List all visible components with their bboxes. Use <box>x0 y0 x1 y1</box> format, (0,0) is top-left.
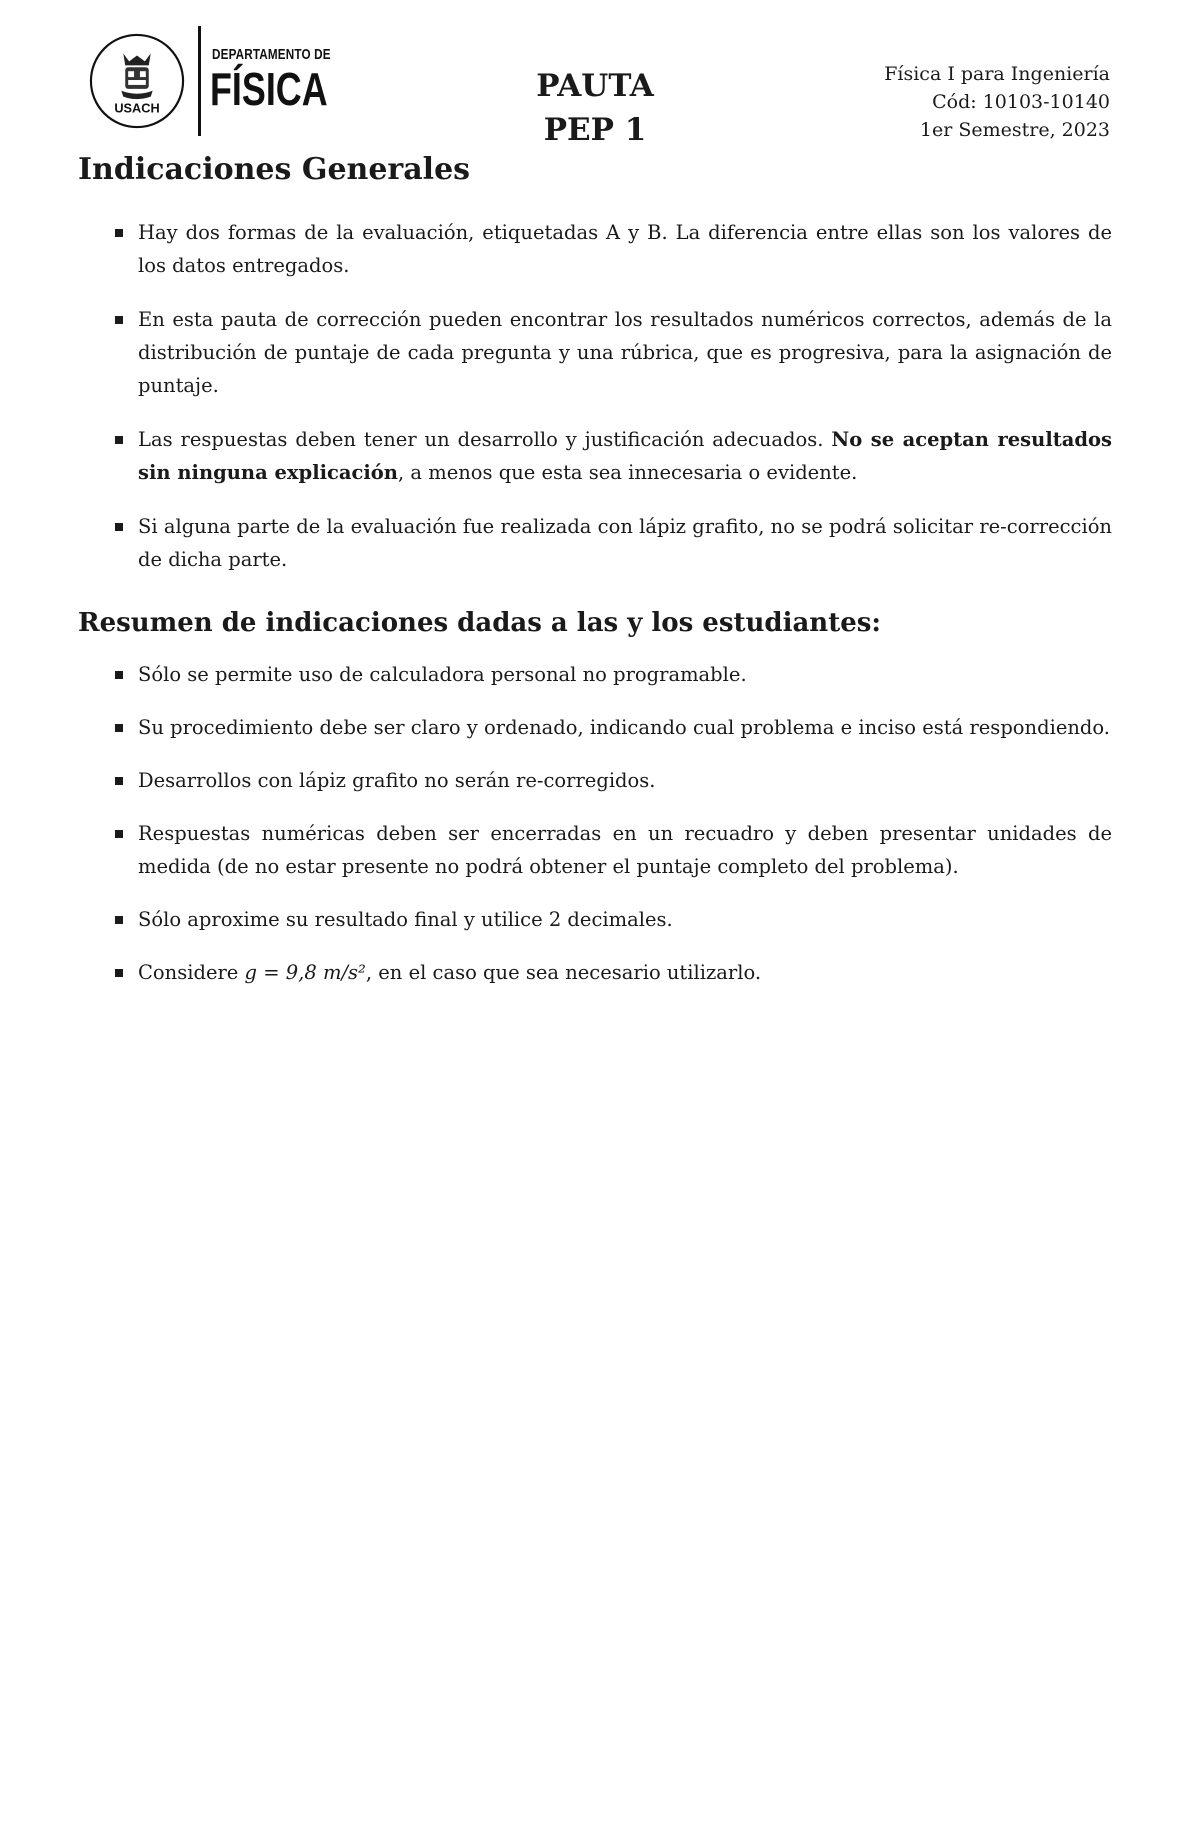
course-info <box>884 60 1110 144</box>
bullet-icon <box>115 229 123 237</box>
list-item-text: Si alguna parte de la evaluación fue realizada con lápiz grafito, no se podrá solicitar re-corrección de dicha parte. <box>138 515 1112 571</box>
list-item-text: Desarrollos con lápiz grafito no serán re-corregidos. <box>138 769 656 792</box>
list-item-text-before: Las respuestas deben tener un desarrollo y justificación adecuados. <box>138 428 832 451</box>
list-item <box>78 658 1112 691</box>
general-list <box>78 216 1112 597</box>
bullet-icon <box>115 830 123 838</box>
bullet-icon <box>115 724 123 732</box>
gravity-formula: g = 9,8 m/s² <box>244 961 366 984</box>
course-name: Física I para Ingeniería <box>884 63 1110 85</box>
resumen-list <box>78 658 1112 1009</box>
section-heading-general: Indicaciones Generales <box>78 152 471 187</box>
list-item <box>78 423 1112 489</box>
bullet-icon <box>115 523 123 531</box>
bullet-icon <box>115 916 123 924</box>
list-item-text: Su procedimiento debe ser claro y ordenado, indicando cual problema e inciso está respondiendo. <box>138 716 1110 739</box>
section-heading-resumen: Resumen de indicaciones dadas a las y los estudiantes: <box>78 608 881 638</box>
bullet-icon <box>115 777 123 785</box>
course-semester: 1er Semestre, 2023 <box>919 119 1110 141</box>
list-item-text-before: Considere <box>138 961 245 984</box>
list-item-text: En esta pauta de corrección pueden encontrar los resultados numéricos correctos, además de la distribución de puntaje de cada pregunta y una rúbrica, que es progresiva, para la asignación de puntaje. <box>138 308 1112 397</box>
department-name: FÍSICA <box>210 63 328 115</box>
document-title <box>480 64 710 152</box>
list-item <box>78 956 1112 989</box>
list-item <box>78 903 1112 936</box>
seal-text: USACH <box>114 100 160 116</box>
list-item <box>78 303 1112 402</box>
list-item-emphasis: No se aceptan resultados sin ninguna explicación <box>138 428 1112 484</box>
list-item-text-after: , a menos que esta sea innecesaria o evidente. <box>397 461 858 484</box>
title-line-1: PAUTA <box>536 68 654 104</box>
list-item-text-after: , en el caso que sea necesario utilizarlo. <box>365 961 762 984</box>
list-item <box>78 764 1112 797</box>
department-logo <box>88 26 331 136</box>
list-item <box>78 817 1112 883</box>
list-item-text: Respuestas numéricas deben ser encerradas en un recuadro y deben presentar unidades de medida (de no estar presente no podrá obtener el puntaje completo del problema). <box>138 822 1112 878</box>
bullet-icon <box>115 436 123 444</box>
bullet-icon <box>115 316 123 324</box>
department-line: DEPARTAMENTO DE <box>212 46 331 63</box>
bullet-icon <box>115 969 123 977</box>
usach-seal-icon <box>88 32 186 130</box>
list-item <box>78 510 1112 576</box>
list-item-text: Sólo aproxime su resultado final y utilice 2 decimales. <box>138 908 673 931</box>
list-item-text: Sólo se permite uso de calculadora personal no programable. <box>138 663 747 686</box>
logo-divider <box>198 26 201 136</box>
list-item <box>78 711 1112 744</box>
course-code: Cód: 10103-10140 <box>932 91 1110 113</box>
bullet-icon <box>115 671 123 679</box>
list-item-text: Hay dos formas de la evaluación, etiquetadas A y B. La diferencia entre ellas son los valores de los datos entregados. <box>138 221 1112 277</box>
list-item <box>78 216 1112 282</box>
title-line-2: PEP 1 <box>543 112 647 148</box>
